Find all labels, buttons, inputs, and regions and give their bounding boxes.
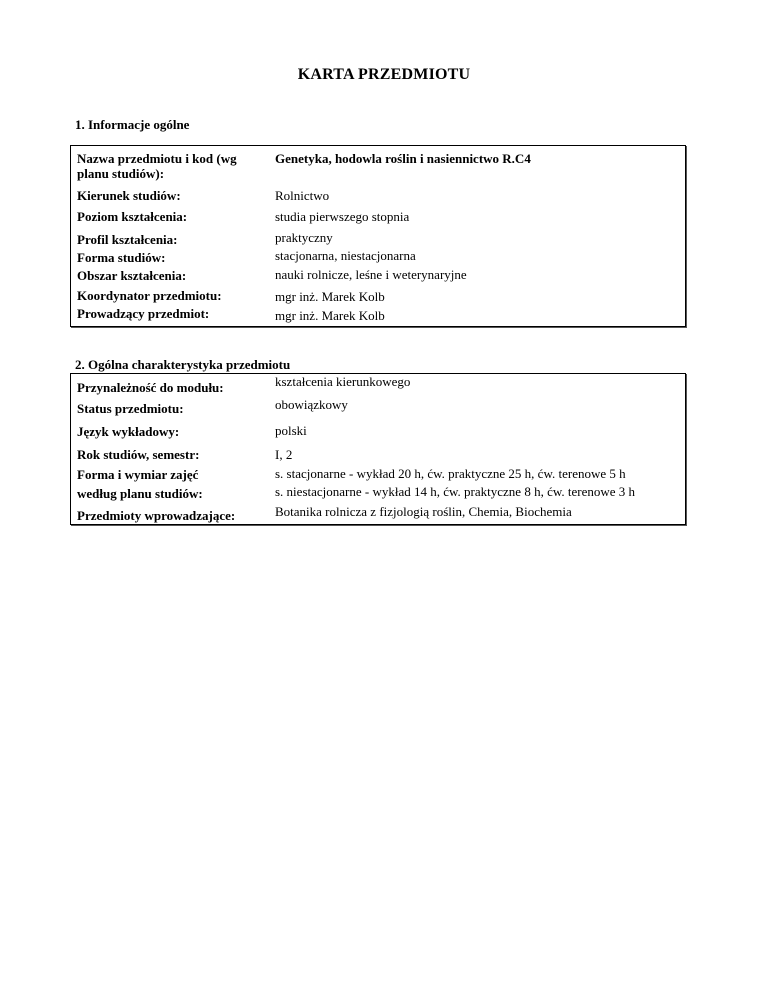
module-label: Przynależność do modułu: [77,380,224,395]
study-form-label: Forma studiów: [77,250,166,265]
course-characteristics-box [70,373,686,525]
instructor-value: mgr inż. Marek Kolb [275,308,385,323]
profile-value: praktyczny [275,230,333,245]
section-2-heading: 2. Ogólna charakterystyka przedmiotu [75,357,291,372]
year-semester-value: I, 2 [275,447,293,462]
course-status-value: obowiązkowy [275,397,348,412]
coordinator-label: Koordynator przedmiotu: [77,288,222,303]
section-1-heading: 1. Informacje ogólne [75,117,190,132]
general-info-box [70,145,686,327]
course-name-label-line2: planu studiów): [77,166,165,181]
class-form-label-line1: Forma i wymiar zajęć [77,467,199,482]
prerequisites-label: Przedmioty wprowadzające: [77,508,236,523]
study-area-label: Obszar kształcenia: [77,268,187,283]
course-name-label-line1: Nazwa przedmiotu i kod (wg [77,151,237,166]
course-status-label: Status przedmiotu: [77,401,184,416]
language-value: polski [275,423,307,438]
page-title: KARTA PRZEDMIOTU [297,66,471,83]
class-form-value-line1: s. stacjonarne - wykład 20 h, ćw. praktyczne 25 h, ćw. terenowe 5 h [275,466,626,481]
coordinator-value: mgr inż. Marek Kolb [275,289,385,304]
study-form-value: stacjonarna, niestacjonarna [275,248,416,263]
field-of-study-label: Kierunek studiów: [77,188,181,203]
class-form-value-line2: s. niestacjonarne - wykład 14 h, ćw. praktyczne 8 h, ćw. terenowe 3 h [275,484,636,499]
prerequisites-value: Botanika rolnicza z fizjologią roślin, Chemia, Biochemia [275,504,572,519]
course-name-value: Genetyka, hodowla roślin i nasiennictwo R.C4 [275,151,531,166]
class-form-label-line2: według planu studiów: [77,486,203,501]
language-label: Język wykładowy: [77,424,180,439]
profile-label: Profil kształcenia: [77,232,178,247]
field-of-study-value: Rolnictwo [275,188,330,203]
module-value: kształcenia kierunkowego [275,374,411,389]
education-level-label: Poziom kształcenia: [77,209,188,224]
study-area-value: nauki rolnicze, leśne i weterynaryjne [275,267,467,282]
instructor-label: Prowadzący przedmiot: [77,306,210,321]
education-level-value: studia pierwszego stopnia [275,209,410,224]
year-semester-label: Rok studiów, semestr: [77,447,200,462]
